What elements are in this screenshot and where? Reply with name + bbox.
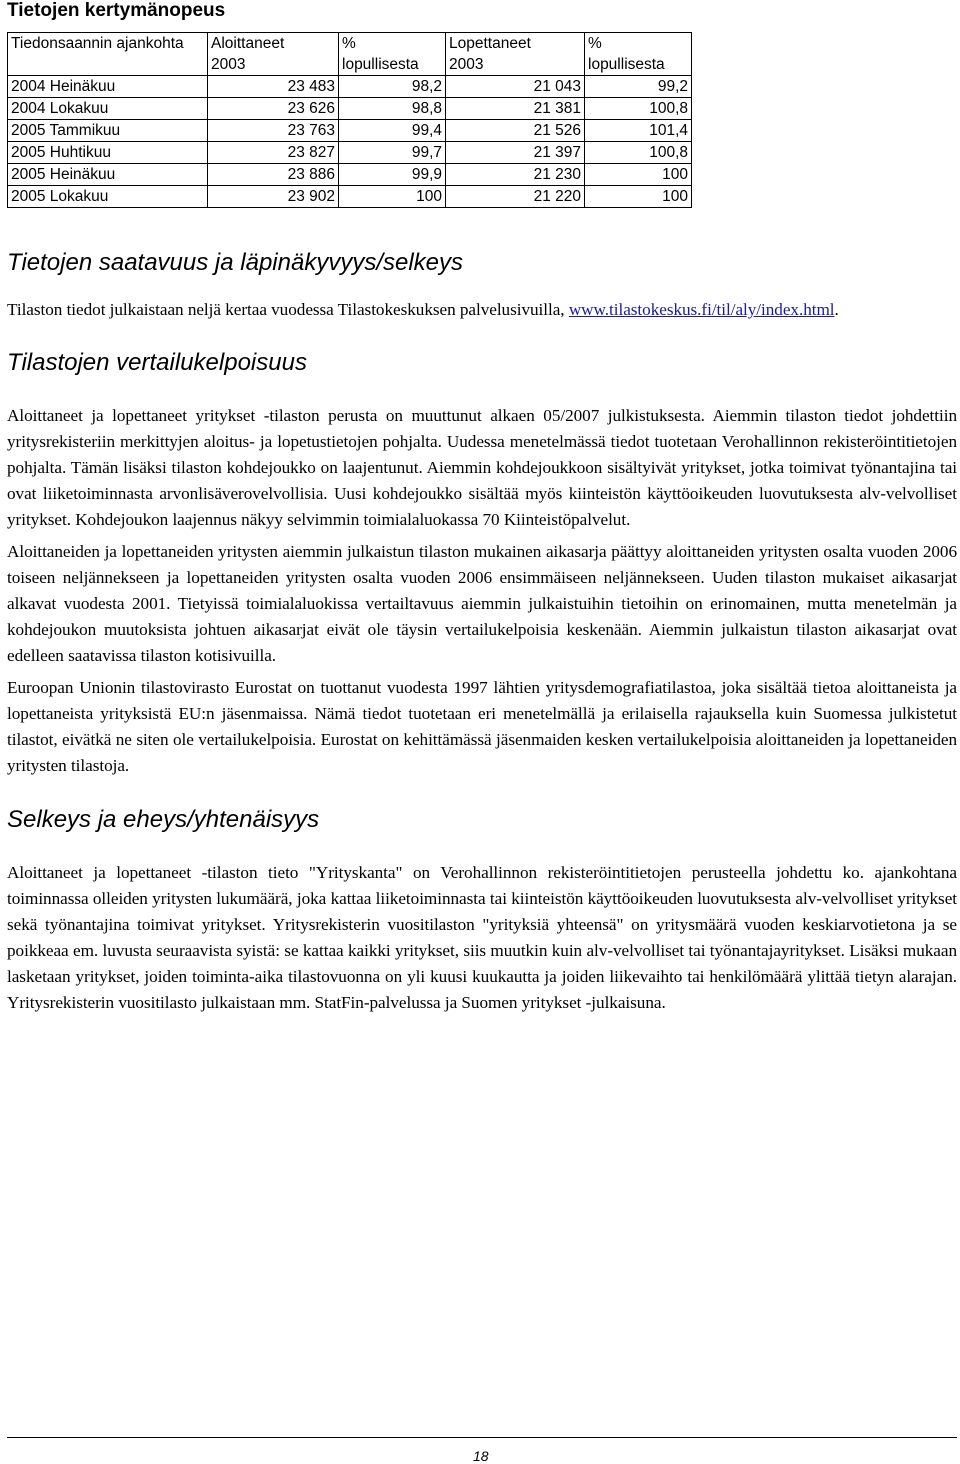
table-row (8, 120, 692, 142)
table-row (8, 186, 692, 208)
heading-kertymanopeus: Tietojen kertymänopeus (7, 0, 226, 21)
table-cell: 23 626 (208, 98, 339, 120)
table-cell: 98,8 (339, 98, 446, 120)
heading-saatavuus: Tietojen saatavuus ja läpinäkyvyys/selkeys (7, 249, 464, 276)
vertailukelpoisuus-paragraph-2: Aloittaneiden ja lopettaneiden yritysten aiemmin julkaistun tilaston mukainen aikasarja päättyy aloittaneiden yritysten osalta vuoden 2006 toiseen neljännekseen ja lopettaneiden yritysten osalta vuoden 2006 ensimmäiseen neljännekseen. Uuden tilaston mukaiset aikasarjat alkavat vuodesta 2001. Tietyissä toimialaluokissa vertailtavuus aiemmin julkaistuihin tietoihin on erinomainen, mutta menetelmän ja kohdejoukon muutoksista johtuen aikasarjat eivät ole täysin vertailukelpoisia keskenään. Aiemmin julkaistun tilaston aikasarjat ovat edelleen saatavissa tilaston kotisivuilla. (7, 542, 957, 665)
table-header-row (8, 33, 692, 76)
header-cell-percent-lopettaneet: % lopullisesta (585, 33, 692, 76)
table-cell: 100 (585, 164, 692, 186)
table-cell: 23 763 (208, 120, 339, 142)
table-cell: 2005 Huhtikuu (8, 142, 208, 164)
table-cell: 99,2 (585, 76, 692, 98)
table-cell: 21 526 (446, 120, 585, 142)
kertymanopeus-table (7, 32, 692, 208)
table-cell: 100 (339, 186, 446, 208)
table-cell: 2005 Lokakuu (8, 186, 208, 208)
table-cell: 23 886 (208, 164, 339, 186)
vertailukelpoisuus-paragraph-3: Euroopan Unionin tilastovirasto Eurostat on tuottanut vuodesta 1997 lähtien yritysdemografiatilastoa, joka sisältää tietoa aloittaneista ja lopettaneista yrityksistä EU:n jäsenmaissa. Nämä tiedot tuotetaan eri menetelmällä ja erilaisella rajauksella kuin Suomessa julkistetut tilastot, eivätkä ne siten ole vertailukelpoisia. Eurostat on kehittämässä jäsenmaiden kesken vertailukelpoisia aloittaneiden ja lopettaneiden yritysten tilastoja. (7, 678, 957, 775)
selkeys-paragraph-1: Aloittaneet ja lopettaneet -tilaston tieto "Yrityskanta" on Verohallinnon rekisteröintitietojen perusteella johdettu ko. ajankohtana toiminnassa olleiden yritysten lukumäärä, joka kattaa liiketoiminnasta tai kiinteistön käyttöoikeuden luovutuksesta alv-velvolliset yritykset sekä työnantajina toimivat yritykset. Yritysrekisterin vuositilaston "yrityksiä yhteensä" on yritysmäärä vuoden keskiarvotietona ja se poikkeaa em. luvusta seuraavista syistä: se kattaa kaikki yritykset, siis muutkin kuin alv-velvolliset tai työnantajayritykset. Lisäksi mukaan lasketaan yritykset, joiden toiminta-aika tilastovuonna on yli kuusi kuukautta ja joiden liikevaihto tai henkilömäärä ylittää tietyn alarajan. Yritysrekisterin vuositilasto julkaistaan mm. StatFin-palvelussa ja Suomen yritykset -julkaisuna. (7, 863, 957, 1012)
table-cell: 100,8 (585, 142, 692, 164)
document-page (7, 0, 957, 1016)
link-trailing-period: . (834, 300, 839, 319)
heading-selkeys: Selkeys ja eheys/yhtenäisyys (7, 806, 320, 833)
table-cell: 21 043 (446, 76, 585, 98)
table-cell: 23 827 (208, 142, 339, 164)
table-cell: 21 381 (446, 98, 585, 120)
vertailukelpoisuus-paragraph-1: Aloittaneet ja lopettaneet yritykset -tilaston perusta on muuttunut alkaen 05/2007 julkistuksesta. Aiemmin tilaston tiedot johdettiin yritysrekisteriin merkittyjen aloitus- ja lopetustietojen pohjalta. Uudessa menetelmässä tiedot tuotetaan Verohallinnon rekisteröintitietojen pohjalta. Tämän lisäksi tilaston kohdejoukko on laajentunut. Aiemmin kohdejoukkoon sisältyivät yritykset, jotka toimivat työnantajina tai ovat liiketoiminnasta arvonlisäverovelvollisia. Uusi kohdejoukko sisältää myös kiinteistön käyttöoikeuden luovutuksesta alv-velvolliset yritykset. Kohdejoukon laajennus näkyy selvimmin toimialaluokassa 70 Kiinteistöpalvelut. (7, 406, 957, 529)
table-cell: 100 (585, 186, 692, 208)
page-footer (7, 1437, 957, 1464)
header-cell-aloittaneet: Aloittaneet 2003 (208, 33, 339, 76)
table-row (8, 164, 692, 186)
table-row (8, 98, 692, 120)
table-row (8, 142, 692, 164)
saatavuus-paragraph (7, 297, 957, 323)
table-cell: 2004 Heinäkuu (8, 76, 208, 98)
table-cell: 99,7 (339, 142, 446, 164)
saatavuus-text: Tilaston tiedot julkaistaan neljä kertaa vuodessa Tilastokeskuksen palvelusivuilla, (7, 300, 565, 319)
table-cell: 2005 Heinäkuu (8, 164, 208, 186)
heading-vertailukelpoisuus: Tilastojen vertailukelpoisuus (7, 349, 307, 376)
table-row (8, 76, 692, 98)
header-cell-percent-aloittaneet: % lopullisesta (339, 33, 446, 76)
table-cell: 101,4 (585, 120, 692, 142)
header-cell-ajankohta: Tiedonsaannin ajankohta (8, 33, 208, 76)
table-cell: 2005 Tammikuu (8, 120, 208, 142)
table-cell: 21 397 (446, 142, 585, 164)
table-cell: 23 483 (208, 76, 339, 98)
table-cell: 99,9 (339, 164, 446, 186)
table-cell: 99,4 (339, 120, 446, 142)
table-cell: 21 220 (446, 186, 585, 208)
page-number: 18 (473, 1448, 489, 1464)
table-cell: 23 902 (208, 186, 339, 208)
table-cell: 98,2 (339, 76, 446, 98)
table-cell: 21 230 (446, 164, 585, 186)
tilastokeskus-link[interactable]: www.tilastokeskus.fi/til/aly/index.html (568, 300, 835, 319)
table-cell: 2004 Lokakuu (8, 98, 208, 120)
header-cell-lopettaneet: Lopettaneet 2003 (446, 33, 585, 76)
table-cell: 100,8 (585, 98, 692, 120)
